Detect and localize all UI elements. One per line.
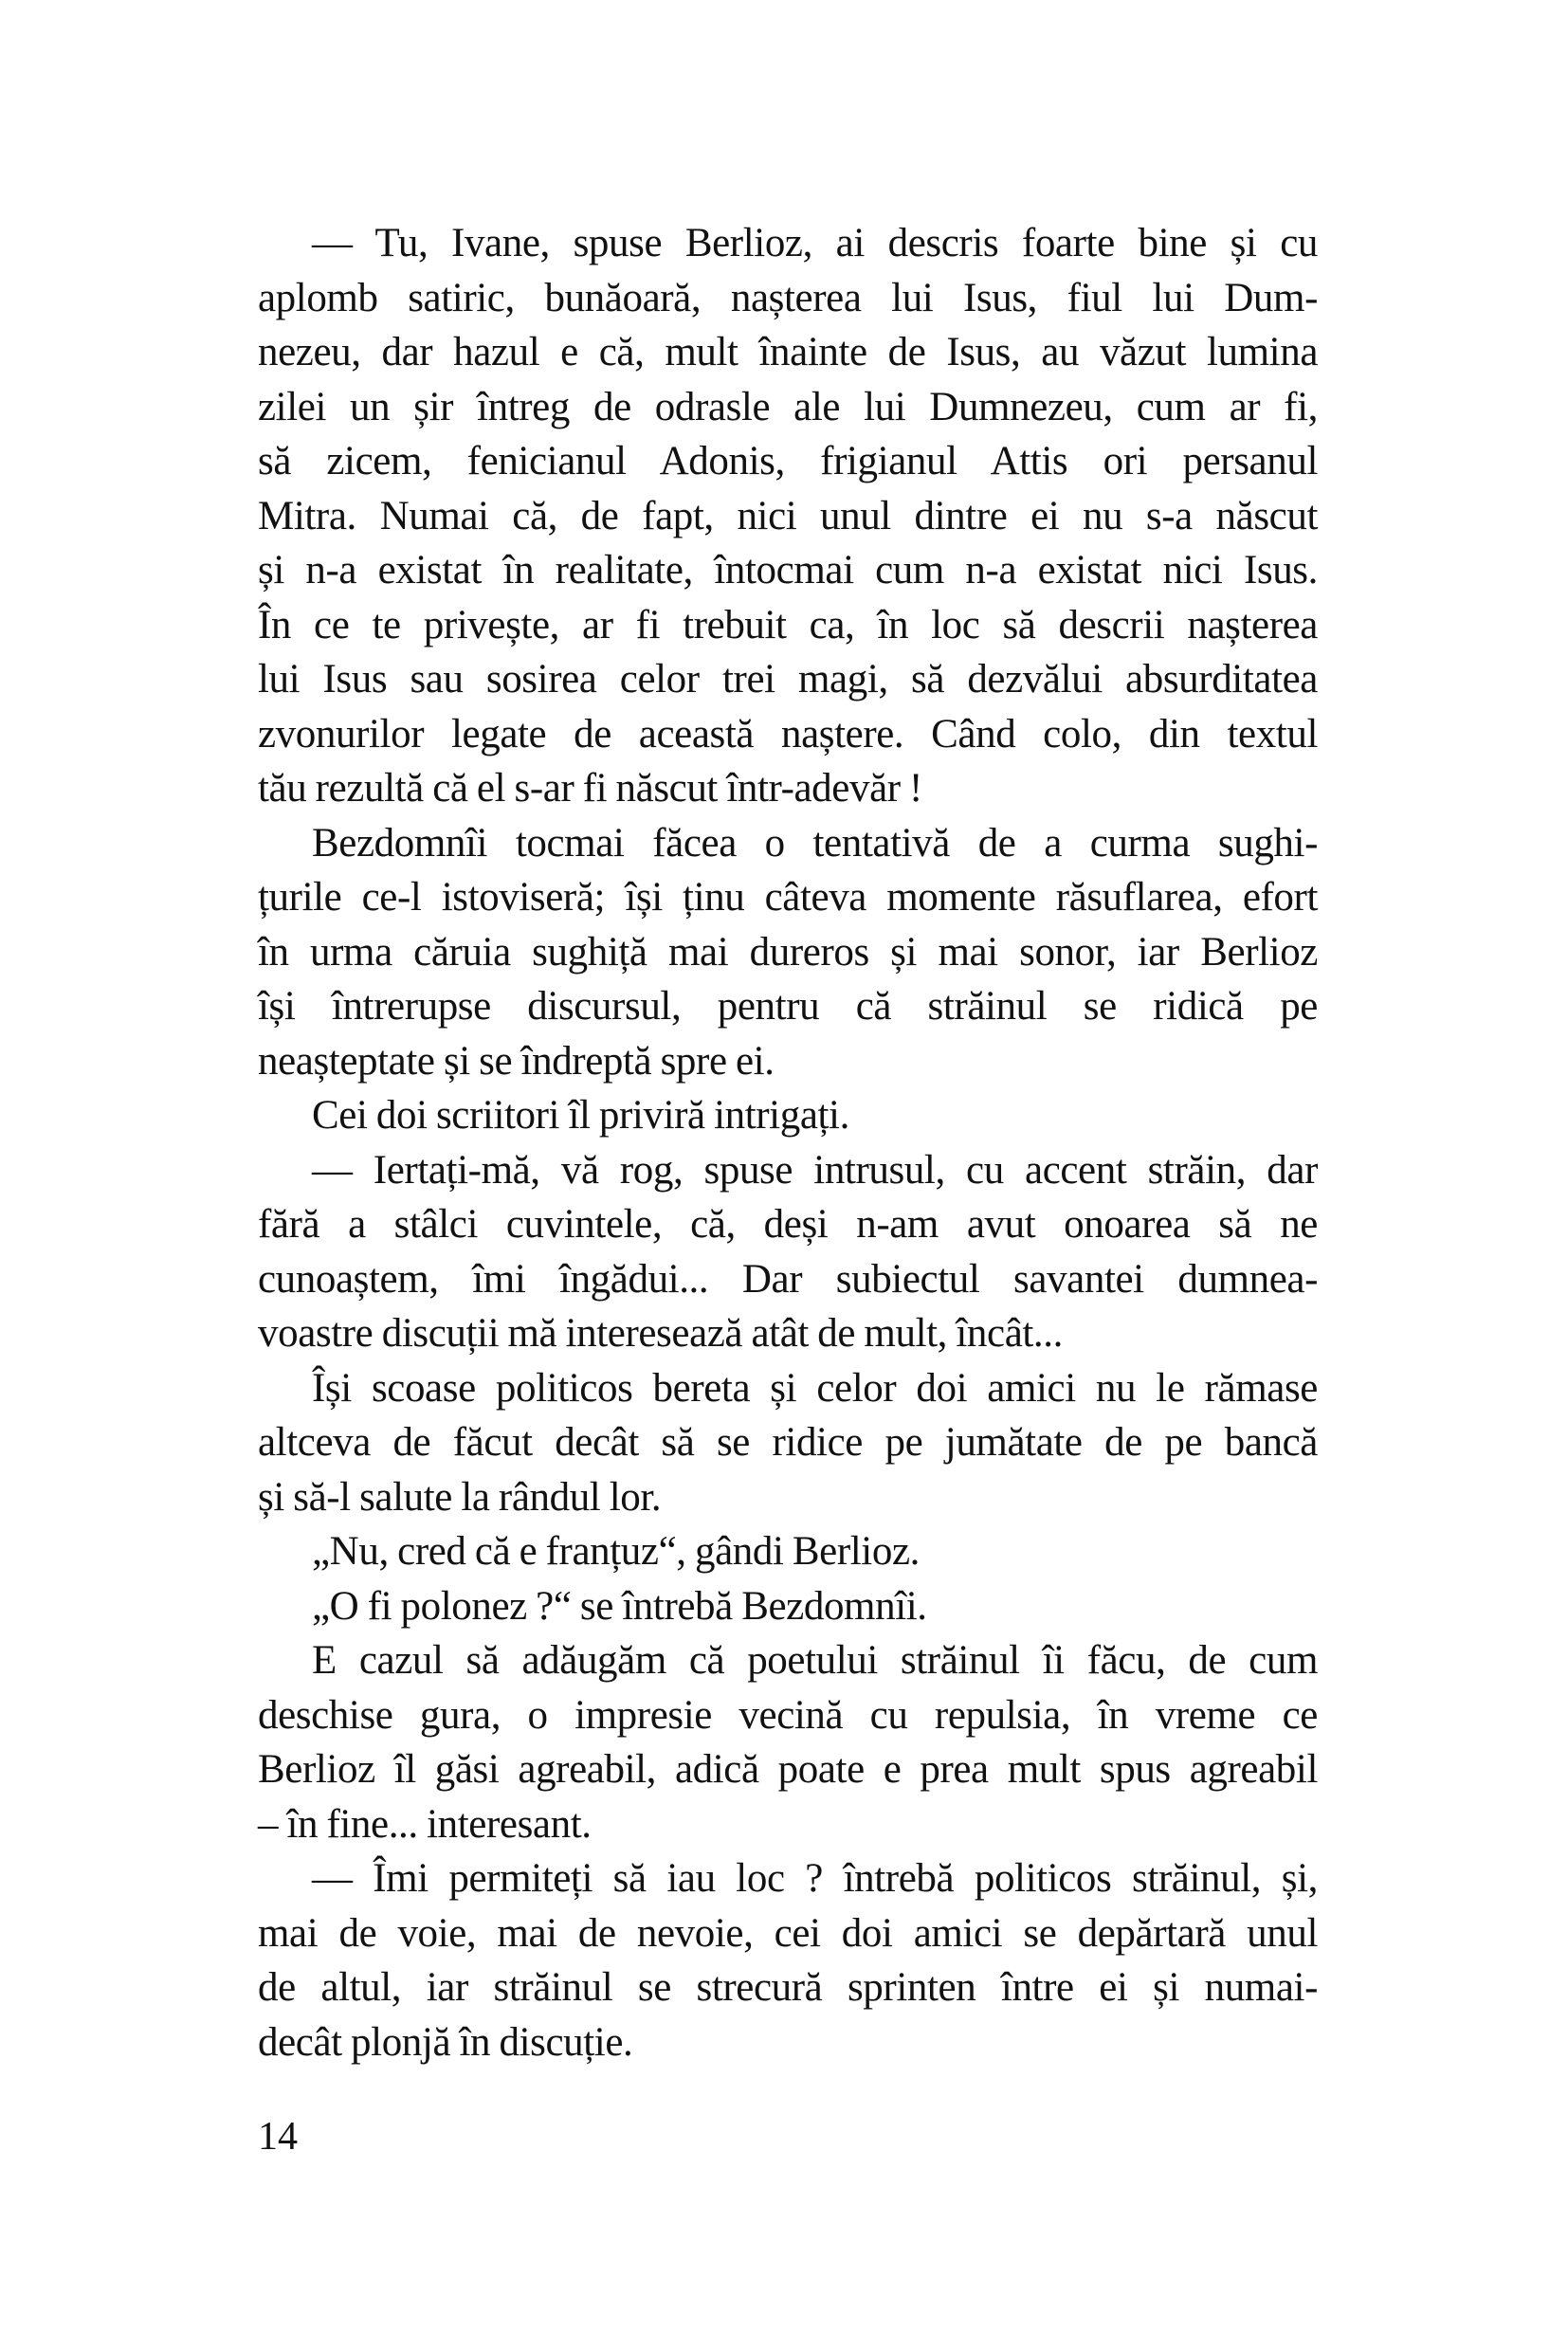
text-line: Mitra. Numai că, de fapt, nici unul dintre ei nu s-a născut	[258, 493, 1318, 538]
text-line: țurile ce-l istoviseră; își ținu câteva momente răsuflarea, efort	[258, 875, 1318, 920]
text-line: și să-l salute la rândul lor.	[258, 1474, 662, 1520]
text-line: În ce te privește, ar fi trebuit ca, în loc să descrii nașterea	[258, 602, 1318, 647]
text-line: în urma căruia sughiță mai dureros și mai sonor, iar Berlioz	[258, 929, 1318, 975]
text-line: — Tu, Ivane, spuse Berlioz, ai descris foarte bine și cu	[312, 221, 1318, 265]
text-line: lui Isus sau sosirea celor trei magi, să dezvălui absurditatea	[258, 657, 1318, 702]
text-line: decât plonjă în discuție.	[258, 2019, 633, 2065]
text-line: deschise gura, o impresie vecină cu repulsia, în vreme ce	[258, 1692, 1318, 1738]
text-line: neașteptate și se îndreptă spre ei.	[258, 1038, 775, 1084]
text-line: „O fi polonez ?“ se întrebă Bezdomnîi.	[312, 1583, 927, 1629]
text-line: să zicem, fenicianul Adonis, frigianul Attis ori persanul	[258, 439, 1318, 483]
text-line: voastre discuții mă interesează atât de mult, încât...	[258, 1311, 1063, 1356]
text-line: își întrerupse discursul, pentru că străinul se ridică pe	[258, 984, 1318, 1029]
text-line: „Nu, cred că e franțuz“, gândi Berlioz.	[312, 1529, 920, 1574]
text-line: fără a stâlci cuvintele, că, deși n-am avut onoarea să ne	[258, 1202, 1318, 1247]
text-line: – în fine... interesant.	[258, 1801, 592, 1847]
text-line: cunoaștem, îmi îngădui... Dar subiectul savantei dumnea-	[258, 1256, 1318, 1302]
text-line: și n-a existat în realitate, întocmai cum n-a existat nici Isus.	[258, 548, 1318, 592]
text-line: zilei un șir întreg de odrasle ale lui Dumnezeu, cum ar fi,	[258, 384, 1318, 429]
text-line: altceva de făcut decât să se ridice pe jumătate de pe bancă	[258, 1420, 1318, 1465]
text-line: mai de voie, mai de nevoie, cei doi amici se depărtară unul	[258, 1910, 1318, 1956]
page-number: 14	[258, 2115, 298, 2159]
text-line: aplomb satiric, bunăoară, nașterea lui Isus, fiul lui Dum-	[258, 275, 1318, 320]
text-line: Berlioz îl găsi agreabil, adică poate e prea mult spus agreabil	[258, 1747, 1318, 1792]
text-line: E cazul să adăugăm că poetului străinul îi făcu, de cum	[312, 1638, 1318, 1683]
text-line: de altul, iar străinul se strecură sprinten între ei și numai-	[258, 1965, 1318, 2010]
text-line: Își scoase politicos bereta și celor doi amici nu le rămase	[312, 1365, 1318, 1411]
text-line: Cei doi scriitori îl priviră intrigați.	[312, 1093, 849, 1138]
text-line: — Îmi permiteți să iau loc ? întrebă politicos străinul, și,	[312, 1856, 1318, 1901]
text-line: nezeu, dar hazul e că, mult înainte de Isus, au văzut lumina	[258, 330, 1318, 374]
text-line: tău rezultă că el s-ar fi născut într-adevăr !	[258, 766, 922, 811]
text-line: zvonurilor legate de această naștere. Când colo, din textul	[258, 711, 1318, 756]
text-line: Bezdomnîi tocmai făcea o tentativă de a curma sughi-	[312, 820, 1318, 866]
page-body-text	[258, 216, 1318, 2069]
text-line: — Iertați-mă, vă rog, spuse intrusul, cu accent străin, dar	[312, 1147, 1318, 1193]
